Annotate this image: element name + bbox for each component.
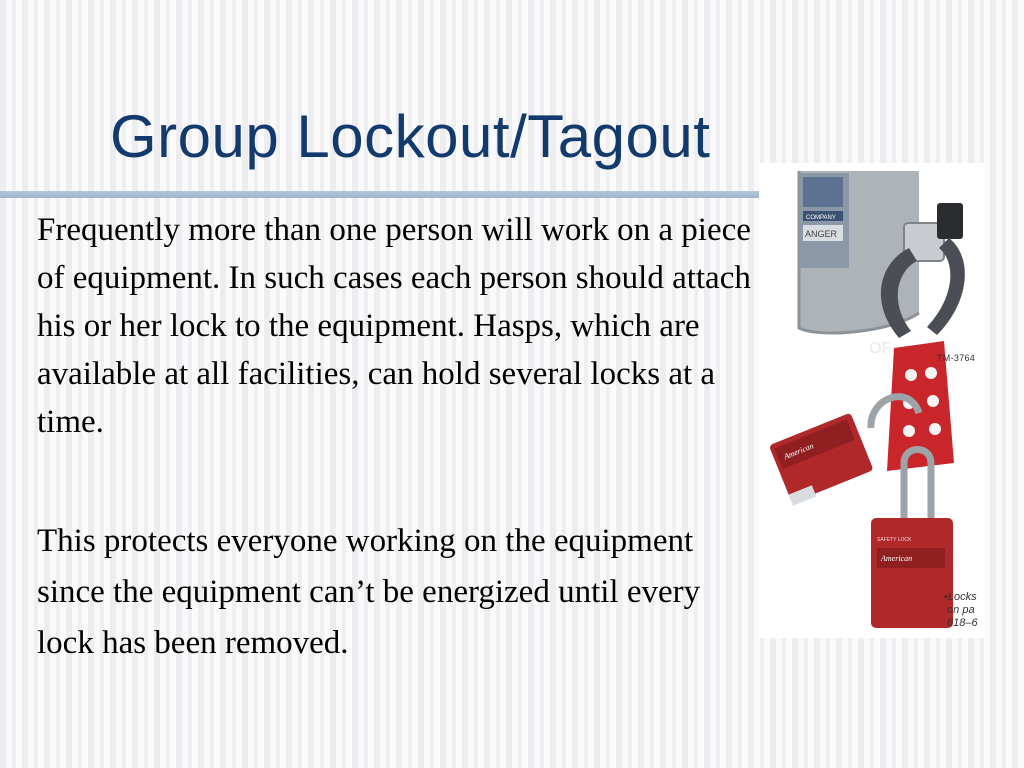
lock-1 bbox=[769, 413, 875, 506]
lock-2-tag: SAFETY LOCK bbox=[877, 537, 912, 543]
switch-knob bbox=[937, 203, 963, 239]
slide-title: Group Lockout/Tagout bbox=[110, 103, 711, 170]
lock-2-brand: American bbox=[881, 554, 913, 563]
lock-1-brand: American bbox=[782, 441, 815, 462]
panel-label-company: COMPANY bbox=[806, 215, 836, 221]
title-underline bbox=[0, 191, 800, 198]
photo-caption-note: •Locks on pa 618–6 bbox=[944, 591, 978, 629]
body-paragraph-1: Frequently more than one person will work on a piece of equipment. In such cases each person should attach his or her lock to the equipment. Hasps, which are available at all facilities, can hold several locks at a time. bbox=[37, 212, 751, 440]
photo-model-label: TM-3764 bbox=[937, 353, 976, 363]
panel-label-danger: ANGER bbox=[805, 229, 838, 239]
lock-2 bbox=[871, 518, 953, 628]
hasp-illustration bbox=[759, 163, 984, 638]
panel-label-off: OF bbox=[869, 340, 892, 357]
body-paragraph-2: This protects everyone working on the equipment since the equipment can’t be energized until every lock has been removed. bbox=[37, 523, 701, 661]
lockout-hasp-photo bbox=[759, 163, 984, 638]
